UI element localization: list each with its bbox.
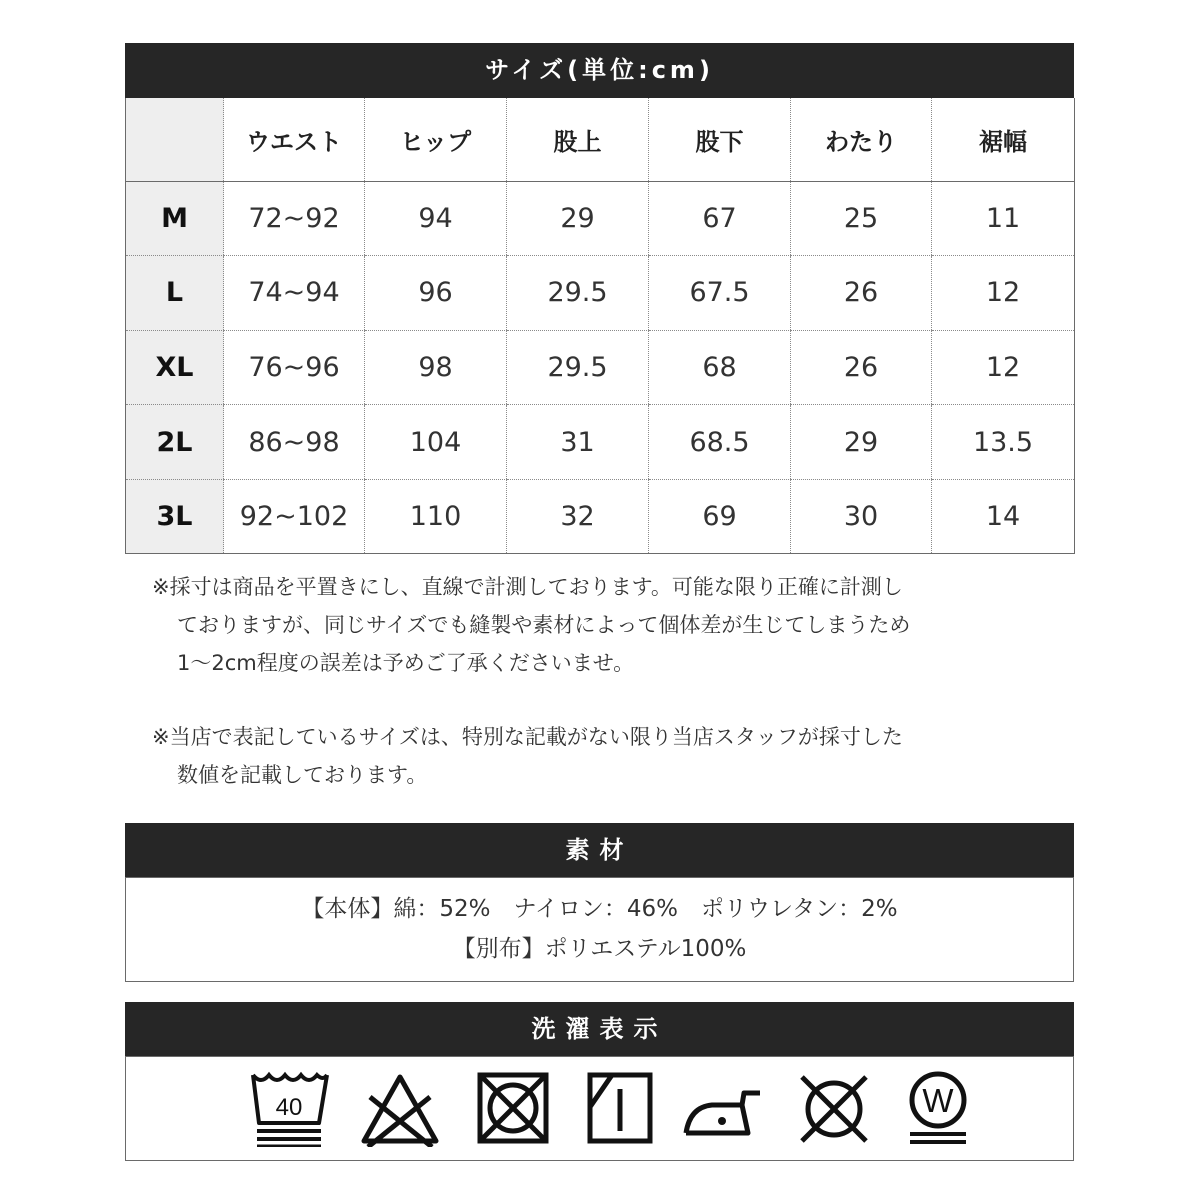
note-line: 1～2cm程度の誤差は予めご了承くださいませ。 bbox=[177, 651, 635, 675]
wet-clean-letter: W bbox=[922, 1082, 954, 1119]
column-header-inseam: 股下 bbox=[649, 98, 791, 181]
wash-tub-40-very-gentle-icon bbox=[249, 1071, 329, 1147]
table-row bbox=[126, 256, 1075, 331]
table-cell: 30 bbox=[791, 479, 932, 554]
table-cell: 26 bbox=[791, 256, 932, 331]
table-cell: 29.5 bbox=[507, 256, 649, 331]
table-cell: 94 bbox=[365, 181, 507, 256]
material-box bbox=[125, 877, 1074, 982]
table-cell: 76~96 bbox=[224, 330, 365, 405]
no-tumble-dry-icon bbox=[474, 1071, 554, 1147]
table-cell: 29.5 bbox=[507, 330, 649, 405]
no-dry-clean-icon bbox=[794, 1071, 874, 1147]
iron-low-icon bbox=[682, 1071, 762, 1147]
table-cell: 74~94 bbox=[224, 256, 365, 331]
size-chart-title: サイズ(単位:cm) bbox=[125, 43, 1074, 98]
wet-clean-very-gentle-icon bbox=[898, 1071, 978, 1147]
table-cell: 86~98 bbox=[224, 405, 365, 480]
material-main-fabric: 【本体】綿：52% ナイロン：46% ポリウレタン：2% bbox=[301, 896, 898, 922]
size-label: M bbox=[126, 181, 224, 256]
table-cell: 11 bbox=[932, 181, 1075, 256]
table-cell: 96 bbox=[365, 256, 507, 331]
table-cell: 92~102 bbox=[224, 479, 365, 554]
note-line: ※採寸は商品を平置きにし、直線で計測しております。可能な限り正確に計測し bbox=[152, 575, 903, 599]
wash-temperature: 40 bbox=[275, 1094, 303, 1121]
column-header-hip: ヒップ bbox=[365, 98, 507, 181]
table-row bbox=[126, 330, 1075, 405]
table-cell: 68 bbox=[649, 330, 791, 405]
table-cell: 32 bbox=[507, 479, 649, 554]
size-label: L bbox=[126, 256, 224, 331]
note-line: ておりますが、同じサイズでも縫製や素材によって個体差が生じてしまうため bbox=[177, 613, 911, 637]
column-header-waist: ウエスト bbox=[224, 98, 365, 181]
size-label: XL bbox=[126, 330, 224, 405]
table-cell: 12 bbox=[932, 330, 1075, 405]
column-header-hem: 裾幅 bbox=[932, 98, 1075, 181]
table-header-row bbox=[126, 98, 1075, 181]
table-row bbox=[126, 479, 1075, 554]
table-cell: 31 bbox=[507, 405, 649, 480]
table-cell: 98 bbox=[365, 330, 507, 405]
table-cell: 104 bbox=[365, 405, 507, 480]
table-cell: 14 bbox=[932, 479, 1075, 554]
material-title: 素材 bbox=[125, 823, 1074, 878]
table-cell: 110 bbox=[365, 479, 507, 554]
table-cell: 13.5 bbox=[932, 405, 1075, 480]
table-cell: 29 bbox=[791, 405, 932, 480]
table-cell: 25 bbox=[791, 181, 932, 256]
care-title: 洗濯表示 bbox=[125, 1002, 1074, 1057]
note-line: ※当店で表記しているサイズは、特別な記載がない限り当店スタッフが採寸した bbox=[152, 725, 903, 749]
no-bleach-icon bbox=[360, 1071, 440, 1147]
size-label: 2L bbox=[126, 405, 224, 480]
column-header-thigh: わたり bbox=[791, 98, 932, 181]
column-header-rise: 股上 bbox=[507, 98, 649, 181]
table-cell: 67.5 bbox=[649, 256, 791, 331]
table-cell: 72~92 bbox=[224, 181, 365, 256]
table-cell: 29 bbox=[507, 181, 649, 256]
measurement-note bbox=[152, 568, 1032, 682]
size-label: 3L bbox=[126, 479, 224, 554]
line-dry-shade-icon bbox=[584, 1071, 664, 1147]
care-symbols-box bbox=[125, 1056, 1074, 1161]
table-row bbox=[126, 405, 1075, 480]
table-cell: 68.5 bbox=[649, 405, 791, 480]
size-source-note bbox=[152, 718, 1032, 794]
table-cell: 69 bbox=[649, 479, 791, 554]
table-cell: 12 bbox=[932, 256, 1075, 331]
table-cell: 26 bbox=[791, 330, 932, 405]
table-corner-cell bbox=[126, 98, 224, 181]
material-sub-fabric: 【別布】ポリエステル100% bbox=[452, 936, 747, 962]
table-cell: 67 bbox=[649, 181, 791, 256]
size-table bbox=[125, 98, 1075, 554]
table-row bbox=[126, 181, 1075, 256]
note-line: 数値を記載しております。 bbox=[177, 763, 428, 787]
